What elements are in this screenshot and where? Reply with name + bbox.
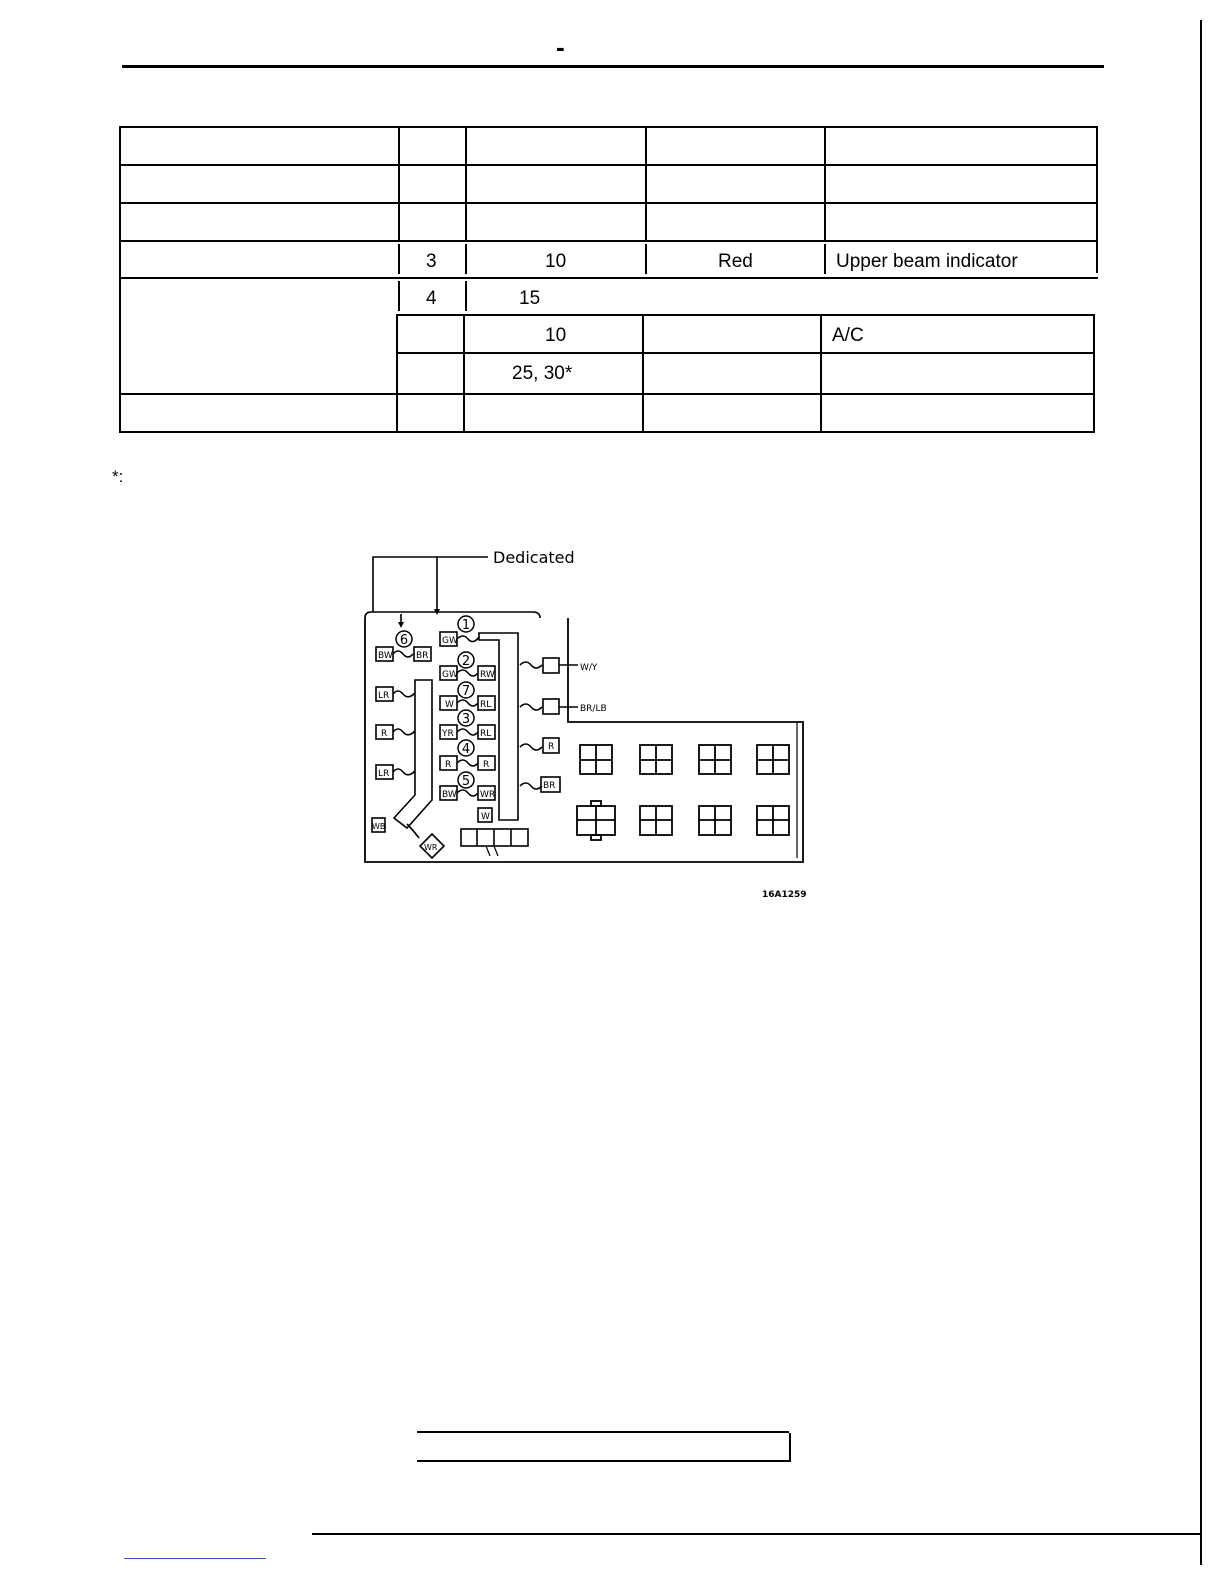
figure-id: 16A1259 [762,890,807,900]
svg-text:R: R [381,729,388,739]
svg-text:GW: GW [442,636,458,646]
svg-text:RW: RW [480,670,495,680]
svg-text:BW: BW [378,651,393,661]
svg-text:BR: BR [416,651,429,661]
svg-text:YR: YR [442,729,454,739]
dedicated-label: Dedicated [493,548,575,567]
svg-text:R: R [483,760,490,770]
fuse-amp-row5: 10 [545,325,567,346]
svg-text:W: W [481,812,490,822]
svg-text:6: 6 [399,633,409,648]
svg-text:BW: BW [442,790,457,800]
svg-text:R: R [548,742,555,752]
fuse-no-row3: 3 [426,251,437,272]
svg-text:RL: RL [480,729,492,739]
relay-grid [577,745,789,840]
svg-text:W: W [445,700,454,710]
svg-text:7: 7 [461,684,471,699]
footnote-marker: *: [112,467,124,486]
svg-text:2: 2 [461,654,471,669]
svg-text:LR: LR [378,769,390,779]
center-connectors [440,632,528,856]
fuse-amp-row4: 15 [519,288,541,309]
svg-text:W/Y: W/Y [580,663,598,673]
svg-text:4: 4 [461,742,471,757]
fuse-circuit-row5: A/C [832,325,864,346]
fuse-amp-row6: 25, 30* [512,363,573,384]
svg-text:RL: RL [480,700,492,710]
svg-text:LR: LR [378,691,390,701]
footer-link-underline [124,1558,266,1559]
right-connectors [520,658,607,792]
fuse-amp-row3: 10 [545,251,567,272]
svg-text:WR: WR [424,843,438,852]
fuse-circuit-row3: Upper beam indicator [836,251,1018,272]
footer-rule [312,1533,1200,1535]
fuse-numbers [396,616,474,789]
svg-text:WR: WR [480,790,496,800]
svg-text:WB: WB [372,822,386,831]
svg-text:3: 3 [461,712,471,727]
fuse-color-row3: Red [718,251,753,272]
fuse-no-row4: 4 [426,288,437,309]
svg-text:1: 1 [461,618,471,633]
svg-text:5: 5 [461,774,471,789]
svg-text:BR/LB: BR/LB [580,704,607,714]
svg-text:GW: GW [442,670,458,680]
svg-text:R: R [445,760,452,770]
svg-text:BR: BR [543,781,556,791]
header-dash: - [556,32,565,62]
